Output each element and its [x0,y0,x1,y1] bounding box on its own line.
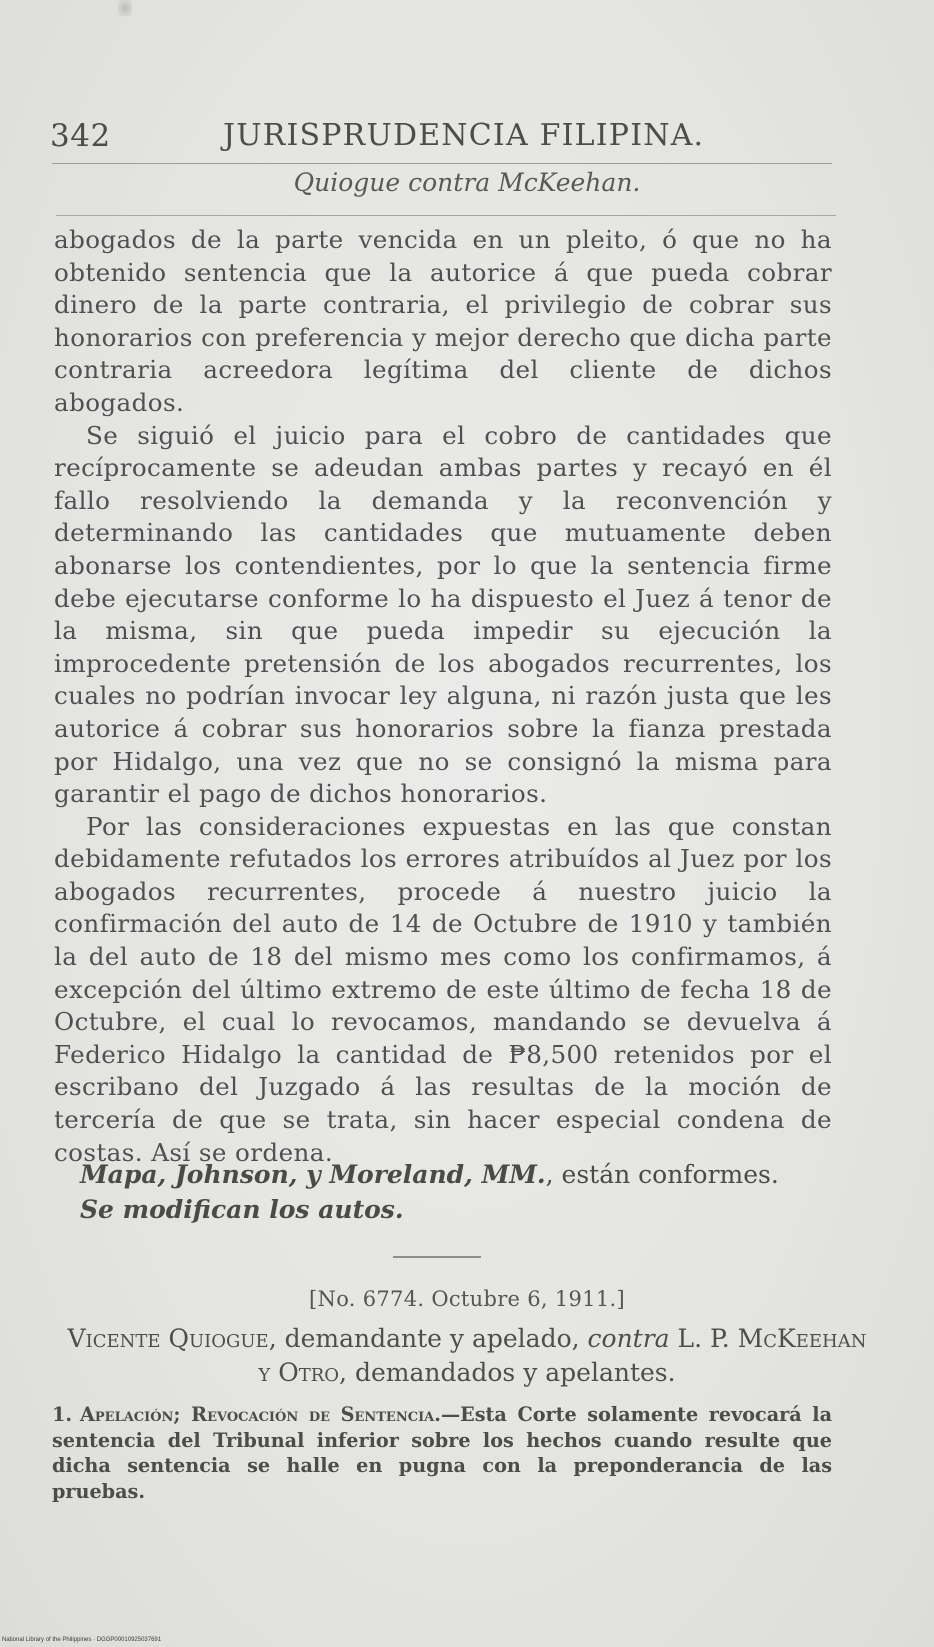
syllabus-text: —Esta Corte solamente revocará la sentencia del Tribunal inferior sobre los hechos cuando resulte que dicha sentencia se halle en pugna con la preponderancia de las pruebas. [52,1403,833,1503]
syllabus [52,1402,832,1504]
defendant-role: , demandados y apelantes. [339,1358,676,1387]
case-caption: Quiogue contra McKeehan. [293,168,641,197]
case-separator [393,1256,481,1258]
scan-footer: National Library of the Philippines · DGGP00010925037691 [2,1637,162,1643]
syllabus-heading: Apelación; Revocación de Sentencia. [80,1403,441,1426]
versus: contra [587,1324,670,1353]
holding-line: Se modifican los autos. [80,1195,404,1224]
caption-rule [56,215,836,216]
paragraph-continued: abogados de la parte vencida en un pleito, ó que no ha obtenido sentencia que la autorice á que pueda cobrar dinero de la parte contraria, el privilegio de cobrar sus honorarios con preferencia y mejor derecho que dicha parte contraria acreedora legítima del cliente de dichos abogados. [54,225,832,417]
paragraph: Por las consideraciones expuestas en las que constan debidamente refutados los errores atribuídos al Juez por los abogados recurrentes, procede á nuestro juicio la confirmación del auto de 14 de Octubre de 1910 y también la del auto de 18 del mismo mes como los confirmamos, á excepción del último extremo de este último de fecha 18 de Octubre, el cual lo revocamos, mandando se devuelva á Federico Hidalgo la cantidad de ₱8,500 retenidos por el escribano del Juzgado á las resultas de la moción de tercería de que se trata, sin hacer especial condena de costas. Así se ordena. [54,811,832,1167]
plaintiff-role: , demandante y apelado, [268,1324,588,1353]
concurrence-text: , están conformes. [545,1160,779,1189]
syllabus-number: 1. [52,1403,73,1426]
defendant-name: L. P. McKeehan y Otro [258,1324,867,1387]
page-header [50,118,840,154]
scan-smudge [118,0,132,16]
header-rule [52,163,832,164]
case-parties [60,1322,874,1390]
concurrence-line [80,1160,779,1189]
justices-names: Mapa, Johnson, y Moreland, MM. [80,1160,546,1189]
opinion-body [54,224,832,1169]
running-title: JURISPRUDENCIA FILIPINA. [223,118,705,153]
plaintiff-name: Vicente Quiogue [67,1324,269,1353]
page-number: 342 [50,118,111,154]
paragraph: Se siguió el juicio para el cobro de cantidades que recíprocamente se adeudan ambas partes y recayó en él fallo resolviendo la demanda y la reconvención y determinando las cantidades que mutuamente deben abonarse los contendientes, por lo que la sentencia firme debe ejecutarse conforme lo ha dispuesto el Juez á tenor de la misma, sin que pueda impedir su ejecución la improcedente pretensión de los abogados recurrentes, los cuales no podrían invocar ley alguna, ni razón justa que les autorice á cobrar sus honorarios sobre la fianza prestada por Hidalgo, una vez que no se consignó la misma para garantir el pago de dichos honorarios. [54,420,832,809]
docket-number: [No. 6774. Octubre 6, 1911.] [309,1287,625,1311]
